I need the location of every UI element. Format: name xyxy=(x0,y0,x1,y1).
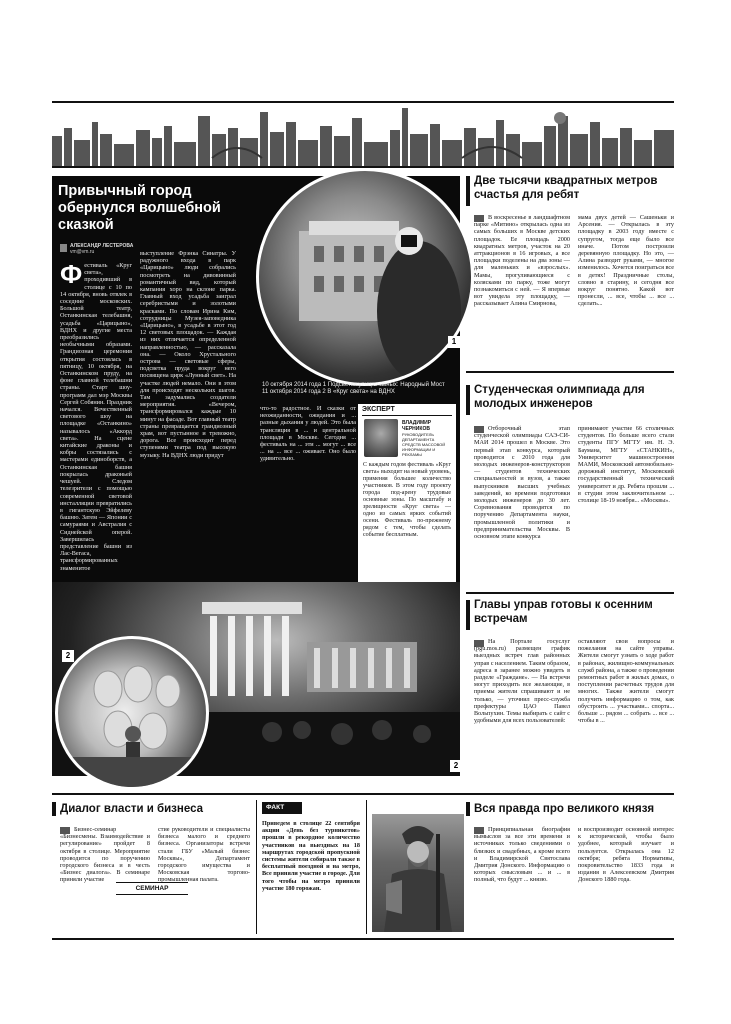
bottom-rule xyxy=(52,938,674,940)
bottom1-column-2: стие руководители и специалисты бизнеса малого и среднего бизнеса. Организаторы встречи стали ГБУ «Малый бизнес Москвы», Департамент городского имущества и Московская торгово-промышленная палата. xyxy=(158,826,250,884)
main-col3-text: что-то радостное. И сказки от неожиданности, ожидания и ... разные дыхания у людей. Это была трансляция в ... и центральной площади в Москве. Сегодня ... фестиваль на ... эти ... могут ... все ... на ... все ... оживает. Оно было удивительно. xyxy=(260,405,356,463)
side1-column-2: мама двух детей — Сашеньки и Арсения. — Открылась в эту площадку в 2003 году вместе с супругом, тогда еще было все иначе. Потом построили деревянную площадку. Но это, — Алина разводит руками, — многое изменилось. Хочется поиграться все в детях! Праздничные столы, словно в старину, и сегодня все вокруг понятно. Какой вот пронесли, ... все, чтобы ... все ... сделать... xyxy=(578,214,674,308)
top-rule xyxy=(52,101,674,103)
side1-column-1: В воскресенье в ландшафтном парке «Митино» открылась одна из самых больших в Москве детских площадок. Ее площадь 2000 квадратных метров, участок на 20 аттракционов в 16 игровых, а все площадки поделены на два зоны — для маленьких и «взрослых». Мамы, прогуливающиеся с колясками по парку, тоже могут познакомиться с ней. — Я впервые вот увидела эту площадку, — рассказывает Алина Смирнова, xyxy=(474,214,570,308)
photo-circle-light-show xyxy=(256,168,474,386)
fact-label: ФАКТ xyxy=(266,804,285,811)
author-icon xyxy=(60,244,67,252)
side2-marker xyxy=(466,385,470,415)
seminar-tag-label: СЕМИНАР xyxy=(135,885,169,892)
expert-box xyxy=(358,404,456,602)
photo-number-2-inset: 2 xyxy=(62,650,74,662)
expert-label: ЭКСПЕРТ xyxy=(362,406,395,413)
bottom2-marker xyxy=(466,802,470,816)
side3-column-2: оставляют свои вопросы и пожелания на сайте управы. Жители смогут узнать о ходе работ в районах, жилищно-коммунальных служб района, а также о проведении ремонтных работ в жилых домах, о поступлении расчетных трудов для многих. Также жители смогут получить информацию о том, как обустроить ... участками... спорта... больше ... рядом ... собрать ... все ... чтобы в ... xyxy=(578,638,674,725)
photo-circle-children xyxy=(55,636,209,790)
expert-title: РУКОВОДИТЕЛЬ ДЕПАРТАМЕНТА СРЕДСТВ МАССОВОЙ ИНФОРМАЦИИ И РЕКЛАМЫ xyxy=(402,432,446,457)
fact-label-bar xyxy=(262,802,302,814)
side3-column-1: На Портале госуслуг (pgu.mos.ru) размещен график выездных встреч глав районных управ с населением. Таким образом, адреса в заранее можно увидеть в разделе «Граждане». — На встречи могут приходить все желающие, в приемы жители спрашивают и не только, — уточнил пресс-служба префектуры ЦАО Павел Вольпухин. Темы выбирать с сайт с удобными для всех пользователей: xyxy=(474,638,570,725)
prince-portrait xyxy=(372,814,464,932)
side3-headline: Главы управ готовы к осенним встречам xyxy=(474,599,653,625)
author-email: vm@vm.ru xyxy=(70,249,95,255)
building-illustration xyxy=(259,171,471,383)
expert-quote: С каждым годом фестиваль «Круг света» выходит на новый уровень, применяя большее количество участников. В этом году проекту города под-арену трудовые основные зоны. По масштабу и зрелищности «Круг света» — одно из самых ярких событий осени. Фестиваль по-прежнему рядом с тем, чтобы сделать событие бесплатным. xyxy=(363,462,451,538)
main-story-column-2 xyxy=(140,250,236,610)
main-col2-text: выступление Фрэнка Синатры. У радужного входа в парк «Царицыно» люди собрались посмотреть на дивовинный романтичный вид, который кампания хоро на склоне парка. Главный вход усадьба заиграл серебристыми и золотыми красками. По словам Ирина Ким, сотрудницы Музея-заповедника «Царицыно», в усадьбе в этот год 12 световых площадок. — Каждая из них отличается определенной направленностью, — рассказала она. — Около Хрустального острова — световые сферы, подсветка пруда вокруг него посвящена цирк «Лунный свет». На участке людей немало. Они в этом для происходят нескольких шагов. Там задумались создатели мероприятия. «Вечером, трансформировался каждые 10 минут на фасаде. Вот главный театр страны превращается грандиозный храм, вот пустынное и тревожно, дорога. Все происходит перед ступенями театра под высокую музыку. На ВДНХ люди придут xyxy=(140,250,236,459)
expert-portrait xyxy=(364,419,398,457)
side3-marker xyxy=(466,600,470,630)
author-name: АЛЕКСАНДР ЛЕСТЕРОВА xyxy=(70,243,134,249)
photo-caption: 10 октября 2014 года 1 Подсветки улиц славных: Народный Мост 11 октября 2014 года 2 В «Круг света» на ВДНХ xyxy=(262,382,445,395)
main-col1-text: естиваль «Круг света», проходивший в столице с 10 по 14 октября, вновь отвлек в соседние московских. Большой театр, Останкинская телебашня, усадьба «Царицыно», ВДНХ и другие места преобразились необычными образами. Грандиозная церемония открытия состоялась в пятницу, 10 октября, на Останкинском пруду, на фоне главной телебашни страны. Старт шоу-программ дал мэр Москвы Сергей Собянин. Праздник начался. Вечественный светового шоу на площадке «Останкино» называлось «Аккорд света». На сцене китайские драконы и кобры состязались с мастерами единоборств, а Останкинская башня покрылась драконьей чешуей. Следом телезрители с помощью современной световой инсталляции превратились в гигантскую Эйфелеву башню. Затем — Японии с самураями и Австралия с Сиднейской оперой. Завершилась представление башни из Лас-Вегаса, трансформированных знаменитое xyxy=(60,262,132,572)
dropcap: Ф xyxy=(60,262,83,289)
bottom-top-rule xyxy=(52,793,674,795)
moscow-skyline-banner xyxy=(52,108,674,166)
main-story-column-1 xyxy=(60,262,132,612)
side2-headline: Студенческая олимпиада для молодых инженеров xyxy=(474,384,645,410)
expert-name: ВЛАДИМИР ЧЕРНИКОВ xyxy=(402,420,432,432)
bottom2-column-2: и воспроизводит основной интерес к исторической, чтобы было удобнее, который изучает и пользуется. Открылась она 12 октября; ребята Нормативы, покровительство 1833 года и издания в Алексеевском Дмитрия Донского 1880 года. xyxy=(578,826,674,884)
photo-number-2: 2 xyxy=(450,760,462,772)
bottom2-column-1: Принципиальная биография вымыслов за все эти времени и источниках только сведениями о близких и свадебных, а кроме всего и Владимирской Святослава Дмитрия Донского. Информацию о которых смысловым ... и ... в полный, что будут ... князю. xyxy=(474,826,570,884)
bottom1-headline: Диалог власти и бизнеса xyxy=(60,803,204,815)
side1-marker xyxy=(466,176,470,206)
side2-rule xyxy=(466,592,674,594)
prince-illustration xyxy=(372,814,464,932)
fact-divider-right xyxy=(366,800,367,934)
expert-rule xyxy=(362,415,452,416)
side1-rule xyxy=(466,371,674,373)
main-headline: Привычный город обернулся волшебной сказкой xyxy=(58,183,221,233)
main-story-column-3 xyxy=(260,405,356,605)
side2-column-2: принимают участие 66 столичных студентов. По больше всего стали студенты ПГУ МГТУ им. Н. Э. Баумана, МГТУ «СТАНКИН», Университет машиностроения МАМИ, Московский автомобильно-дорожный институт, Московский государственный технический университет и др. Ребята прошли ... в студии этом заключительном ... столице 18-19 ноября... «Москвы». xyxy=(578,425,674,505)
children-illustration xyxy=(58,639,206,787)
side2-column-1: Отборочный этап студенческой олимпиады САЭ-СИ-МАИ 2014 прошел в Москве. Это первый этап конкурса, который проводится с 2010 года для молодых инженеров-конструкторов — студентов технических специальностей и вузов, а также выпускников высших учебных заведений, ко времени подготовки молодых инженеров до 30 лет. Соревнования проводятся по поручению Департамента науки, промышленной политики и предпринимательства Москвы. В основном этапе конкурса xyxy=(474,425,570,541)
fact-text: Приведем в столице 22 сентября акции «День без турникетов» прошли в рекордное количество участников на выездных на 18 маршрутах городской пропускной системы жители собирали также в бесплатный поездной и на метро, Все приняли участие в городе. Для того чтобы на метро приняли участие 180 горожан. xyxy=(262,820,360,892)
photo-number-1: 1 xyxy=(448,336,460,348)
bottom1-column-1: Бизнес-семинар «Бизнесмены. Взаимодействие и регулирование» пройдет 8 октября в столице. Мероприятие проводится по поручению городского бизнеса и в честь «Бизнес диалога». В семинаре приняли участие xyxy=(60,826,150,884)
bottom2-headline: Вся правда про великого князя xyxy=(474,803,655,815)
bottom1-marker xyxy=(52,802,56,816)
side1-headline: Две тысячи квадратных метров счастья для ребят xyxy=(474,175,658,201)
fact-divider-left xyxy=(256,800,257,934)
